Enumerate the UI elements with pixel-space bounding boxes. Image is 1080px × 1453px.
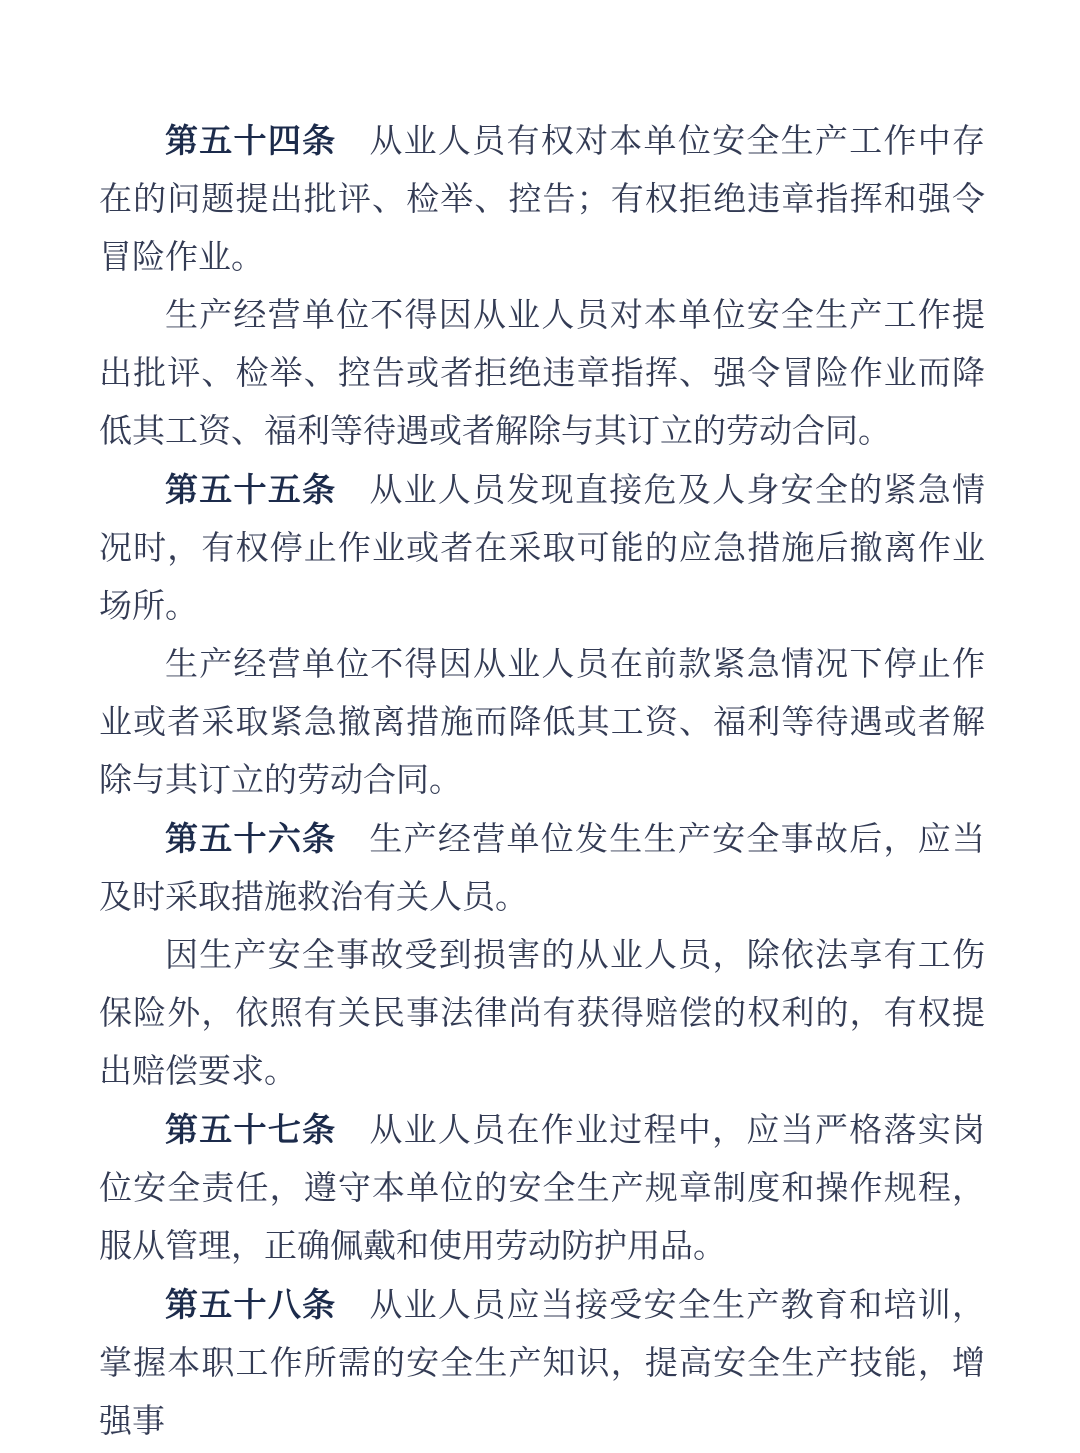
- article-56-number: 第五十六条: [165, 820, 337, 857]
- article-54-number: 第五十四条: [165, 122, 337, 159]
- paragraph-text: 从业人员有权对本单位安全生产工作中存在的问题提出批评、检举、控告；有权拒绝违章指挥和强令冒险作业。: [99, 124, 986, 276]
- paragraph-text: 从业人员在作业过程中，应当严格落实岗位安全责任，遵守本单位的安全生产规章制度和操作规程，服从管理，正确佩戴和使用劳动防护用品。: [99, 1113, 986, 1265]
- paragraph-text: 生产经营单位不得因从业人员对本单位安全生产工作提出批评、检举、控告或者拒绝违章指挥、强令冒险作业而降低其工资、福利等待遇或者解除与其订立的劳动合同。: [99, 298, 985, 450]
- article-57-number: 第五十七条: [165, 1111, 337, 1148]
- article-58-paragraph-1: [99, 1276, 985, 1451]
- article-58-number: 第五十八条: [165, 1286, 337, 1323]
- article-56-paragraph-2: [99, 927, 985, 1101]
- article-56-paragraph-1: [99, 810, 985, 927]
- paragraph-text: 生产经营单位不得因从业人员在前款紧急情况下停止作业或者采取紧急撤离措施而降低其工资、福利等待遇或者解除与其订立的劳动合同。: [99, 647, 985, 799]
- paragraph-text: 从业人员发现直接危及人身安全的紧急情况时，有权停止作业或者在采取可能的应急措施后撤离作业场所。: [99, 473, 986, 625]
- article-55-paragraph-2: [99, 636, 985, 810]
- article-54-paragraph-1: [99, 112, 985, 287]
- law-text-body: [99, 112, 985, 1451]
- article-57-paragraph-1: [99, 1101, 985, 1276]
- paragraph-text: 生产经营单位发生生产安全事故后，应当及时采取措施救治有关人员。: [99, 822, 986, 916]
- article-55-number: 第五十五条: [165, 471, 337, 508]
- paragraph-text: 因生产安全事故受到损害的从业人员，除依法享有工伤保险外，依照有关民事法律尚有获得赔偿的权利的，有权提出赔偿要求。: [99, 938, 985, 1090]
- article-55-paragraph-1: [99, 461, 985, 636]
- paragraph-text: 从业人员应当接受安全生产教育和培训，掌握本职工作所需的安全生产知识，提高安全生产技能，增强事: [99, 1288, 986, 1440]
- article-54-paragraph-2: [99, 287, 985, 461]
